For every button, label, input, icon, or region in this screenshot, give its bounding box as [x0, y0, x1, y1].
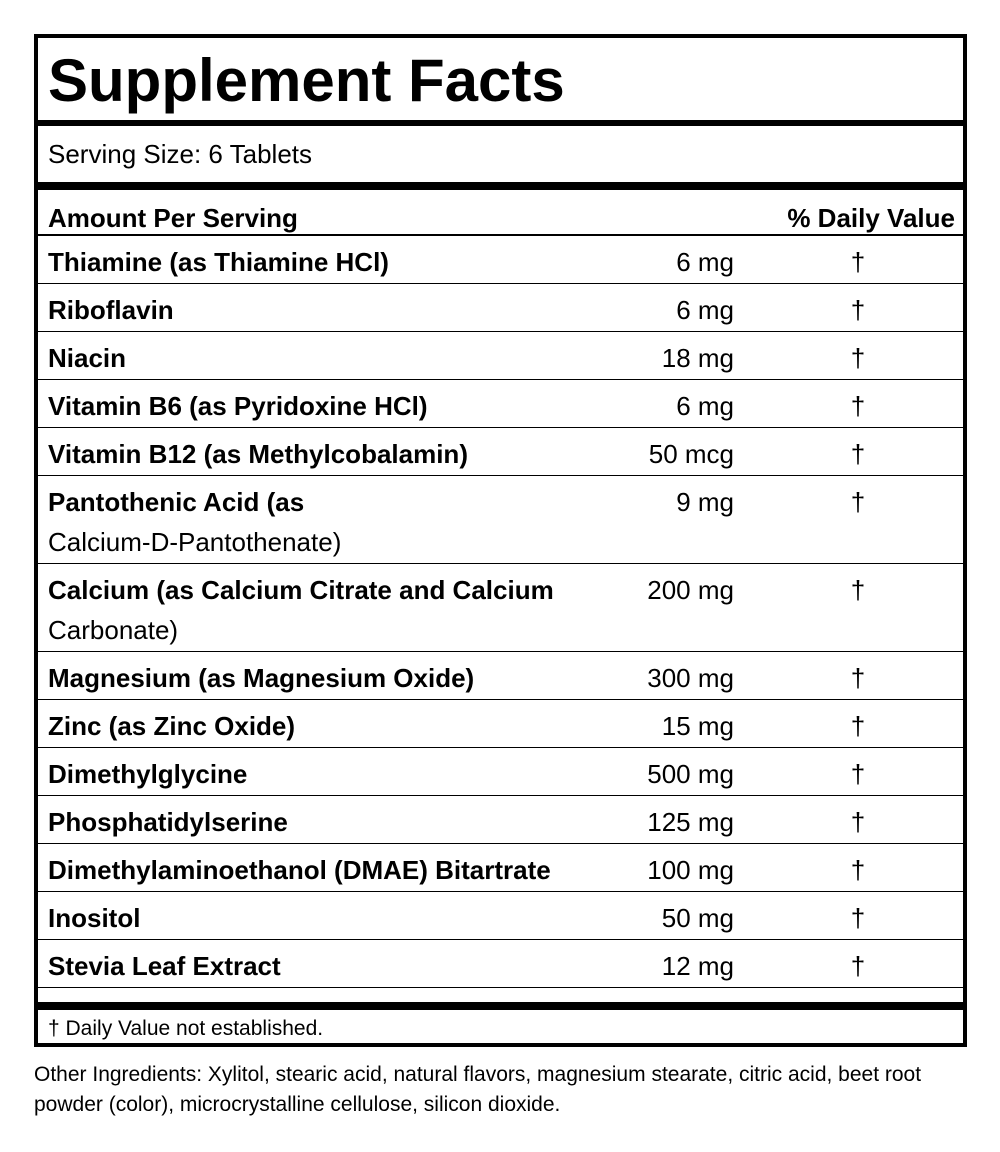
table-row [38, 940, 963, 988]
daily-value-label: % Daily Value [787, 203, 955, 233]
ingredient-name-main: Dimethylglycine [48, 759, 248, 789]
ingredient-name-main: Inositol [48, 903, 141, 933]
ingredient-name [48, 242, 648, 282]
ingredient-name [48, 754, 648, 794]
ingredient-name [48, 482, 648, 562]
table-header [38, 190, 963, 236]
ingredient-amount: 12 mg [661, 951, 734, 981]
ingredient-amount: 18 mg [661, 343, 734, 373]
ingredient-name [48, 570, 648, 650]
ingredient-amount: 200 mg [647, 575, 734, 605]
ingredient-name [48, 802, 648, 842]
daily-value-dagger: † [850, 439, 866, 469]
ingredient-amount: 6 mg [676, 295, 734, 325]
ingredient-amount: 6 mg [676, 391, 734, 421]
ingredient-name [48, 850, 648, 890]
daily-value-dagger: † [850, 855, 866, 885]
daily-value-dagger: † [850, 759, 866, 789]
ingredient-name-main: Dimethylaminoethanol (DMAE) Bitartrate [48, 855, 551, 885]
serving-size: Serving Size: 6 Tablets [48, 139, 312, 169]
daily-value-dagger: † [850, 487, 866, 517]
ingredient-name-main: Zinc (as Zinc Oxide) [48, 711, 296, 741]
ingredient-name [48, 898, 648, 938]
table-row [38, 380, 963, 428]
ingredient-name-main: Thiamine (as Thiamine HCl) [48, 247, 389, 277]
amount-per-serving-label: Amount Per Serving [48, 203, 298, 233]
ingredient-name-main: Riboflavin [48, 295, 174, 325]
ingredient-name [48, 386, 648, 426]
table-row [38, 476, 963, 564]
ingredient-amount: 9 mg [676, 487, 734, 517]
daily-value-dagger: † [850, 295, 866, 325]
table-row [38, 428, 963, 476]
footnote-divider [38, 1002, 963, 1010]
ingredient-name-main: Stevia Leaf Extract [48, 951, 281, 981]
ingredient-amount: 300 mg [647, 663, 734, 693]
table-row [38, 796, 963, 844]
ingredient-table [38, 236, 963, 988]
ingredient-amount: 50 mg [661, 903, 734, 933]
table-row [38, 332, 963, 380]
table-row [38, 844, 963, 892]
daily-value-dagger: † [850, 951, 866, 981]
ingredient-name [48, 658, 648, 698]
ingredient-name-main: Vitamin B6 (as Pyridoxine HCl) [48, 391, 428, 421]
ingredient-name-main: Calcium (as Calcium Citrate and Calcium [48, 575, 554, 605]
ingredient-name-main: Niacin [48, 343, 127, 373]
ingredient-name [48, 946, 648, 986]
table-row [38, 284, 963, 332]
daily-value-dagger: † [850, 575, 866, 605]
ingredient-amount: 6 mg [676, 247, 734, 277]
ingredient-name-main: Magnesium (as Magnesium Oxide) [48, 663, 475, 693]
table-row [38, 748, 963, 796]
daily-value-dagger: † [850, 663, 866, 693]
daily-value-dagger: † [850, 711, 866, 741]
ingredient-amount: 125 mg [647, 807, 734, 837]
ingredient-name [48, 290, 648, 330]
ingredient-name [48, 338, 648, 378]
table-row [38, 236, 963, 284]
table-row [38, 700, 963, 748]
ingredient-name-main: Pantothenic Acid (as [48, 487, 305, 517]
ingredient-name-main: Vitamin B12 (as Methylcobalamin) [48, 439, 468, 469]
table-row [38, 652, 963, 700]
panel-title: Supplement Facts [48, 47, 565, 114]
daily-value-dagger: † [850, 903, 866, 933]
ingredient-name-main: Phosphatidylserine [48, 807, 288, 837]
table-row [38, 892, 963, 940]
ingredient-name-continued: Carbonate) [48, 615, 179, 645]
supplement-facts-panel [34, 34, 967, 1047]
ingredient-amount: 15 mg [661, 711, 734, 741]
daily-value-dagger: † [850, 247, 866, 277]
daily-value-dagger: † [850, 807, 866, 837]
serving-divider [38, 182, 963, 190]
ingredient-amount: 500 mg [647, 759, 734, 789]
ingredient-amount: 100 mg [647, 855, 734, 885]
daily-value-dagger: † [850, 343, 866, 373]
table-row [38, 564, 963, 652]
footnote: † Daily Value not established. [48, 1017, 324, 1040]
other-ingredients: Other Ingredients: Xylitol, stearic acid, natural flavors, magnesium stearate, citric acid, beet root powder (color), microcrystalline cellulose, silicon dioxide. [34, 1063, 922, 1116]
ingredient-name [48, 706, 648, 746]
ingredient-name-continued: Calcium-D-Pantothenate) [48, 527, 342, 557]
ingredient-name [48, 434, 648, 474]
daily-value-dagger: † [850, 391, 866, 421]
ingredient-amount: 50 mcg [648, 439, 734, 469]
